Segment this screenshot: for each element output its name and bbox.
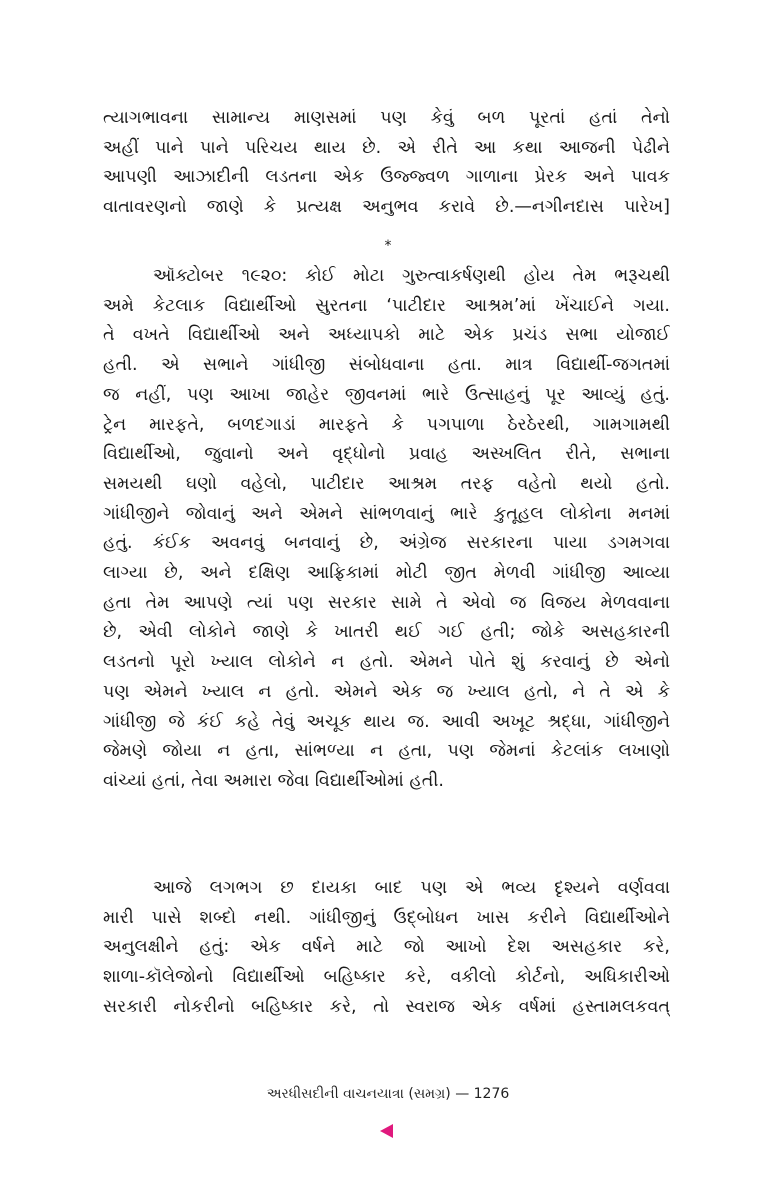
text-line: અમે કેટલાક વિદ્યાર્થીઓ સુરતના ‘પાટીદાર આશ્રમ’માં ખેંચાઈને ગયા. [103, 295, 670, 316]
book-title: અરધીસદીની વાચનયાત્રા (સમગ્ર) [266, 1086, 451, 1102]
text-line: સરકારી નોકરીનો બહિષ્કાર કરે, તો સ્વરાજ એક વર્ષમાં હસ્તામલકવત્ [103, 996, 670, 1017]
text-line: હતી. એ સભાને ગાંધીજી સંબોધવાના હતા. માત્ર વિદ્યાર્થી-જગતમાં [103, 355, 670, 376]
text-line: ગાંધીજી જે કંઈ કહે તેવું અચૂક થાય જ. આવી અખૂટ શ્રદ્ધા, ગાંધીજીને [103, 711, 670, 732]
text-line: જેમણે જોયા ન હતા, સાંભળ્યા ન હતા, પણ જેમનાં કેટલાંક લખાણો [103, 741, 670, 762]
text-line: હતા તેમ આપણે ત્યાં પણ સરકાર સામે તે એવો જ વિજય મેળવવાના [103, 592, 670, 613]
text-line: જ નહીં, પણ આખા જાહેર જીવનમાં ભારે ઉત્સાહનું પૂર આવ્યું હતું. [103, 384, 670, 405]
text-line: આજે લગભગ છ દાયકા બાદ પણ એ ભવ્ય દૃશ્યને વર્ણવવા [153, 878, 670, 898]
footer-dash: — [455, 1086, 470, 1102]
text-line: ઑક્ટોબર ૧૯૨૦: કોઈ મોટા ગુરુત્વાકર્ષણથી હોય તેમ ભરૂચથી [153, 266, 670, 286]
text-line: લડતનો પૂરો ખ્યાલ લોકોને ન હતો. એમને પોતે શું કરવાનું છે એનો [103, 652, 670, 673]
text-line: વાતાવરણનો જાણે કે પ્રત્યક્ષ અનુભવ કરાવે છે.—નગીનદાસ પારેખ] [103, 197, 670, 218]
text-line: અહીં પાને પાને પરિચય થાય છે. એ રીતે આ કથા આજની પેઢીને [103, 137, 670, 158]
text-line: શાળા-કૉલેજોનો વિદ્યાર્થીઓ બહિષ્કાર કરે, વકીલો કોર્ટનો, અધિકારીઓ [103, 967, 670, 988]
text-line: તે વખતે વિદ્યાર્થીઓ અને અધ્યાપકો માટે એક પ્રચંડ સભા યોજાઈ [103, 325, 670, 346]
paragraph-2 [103, 874, 670, 1023]
text-line: ટ્રેન મારફતે, બળદગાડાં મારફતે કે પગપાળા ઠેરઠેરથી, ગામગામથી [103, 414, 670, 435]
paragraph-1 [103, 262, 670, 797]
text-line: છે, એવી લોકોને જાણે કે ખાતરી થઈ ગઈ હતી; જોકે અસહકારની [103, 622, 670, 643]
prev-page-icon[interactable] [380, 1124, 393, 1138]
text-line: વાંચ્યાં હતાં, તેવા અમારા જેવા વિદ્યાર્થીઓમાં હતી. [103, 770, 444, 791]
text-line: હતું. કંઈક અવનવું બનવાનું છે, અંગ્રેજ સરકારના પાયા ડગમગવા [103, 533, 670, 554]
page-number: 1276 [473, 1086, 510, 1102]
intro-paragraph [103, 104, 670, 223]
text-line: પણ એમને ખ્યાલ ન હતો. એમને એક જ ખ્યાલ હતો, ને તે એ કે [103, 681, 670, 702]
text-line: સમયથી ઘણો વહેલો, પાટીદાર આશ્રમ તરફ વહેતો થયો હતો. [103, 473, 670, 494]
text-line: આપણી આઝાદીની લડતના એક ઉજ્જ્વળ ગાળાના પ્રેરક અને પાવક [103, 167, 670, 188]
page-footer [0, 1086, 776, 1102]
text-line: લાગ્યા છે, અને દક્ષિણ આફ્રિકામાં મોટી જીત મેળવી ગાંધીજી આવ્યા [103, 563, 670, 584]
text-line: ત્યાગભાવના સામાન્ય માણસમાં પણ કેવું બળ પૂરતાં હતાં તેનો [103, 108, 670, 128]
text-line: મારી પાસે શબ્દો નથી. ગાંધીજીનું ઉદ્બોધન ખાસ કરીને વિદ્યાર્થીઓને [103, 907, 670, 928]
section-separator: * [384, 238, 392, 254]
text-line: વિદ્યાર્થીઓ, જુવાનો અને વૃદ્ધોનો પ્રવાહ અસ્ખલિત રીતે, સભાના [103, 444, 670, 465]
text-line: અનુલક્ષીને હતું: એક વર્ષને માટે જો આખો દેશ અસહકાર કરે, [103, 937, 670, 958]
text-line: ગાંધીજીને જોવાનું અને એમને સાંભળવાનું ભારે કુતૂહલ લોકોના મનમાં [103, 503, 670, 524]
